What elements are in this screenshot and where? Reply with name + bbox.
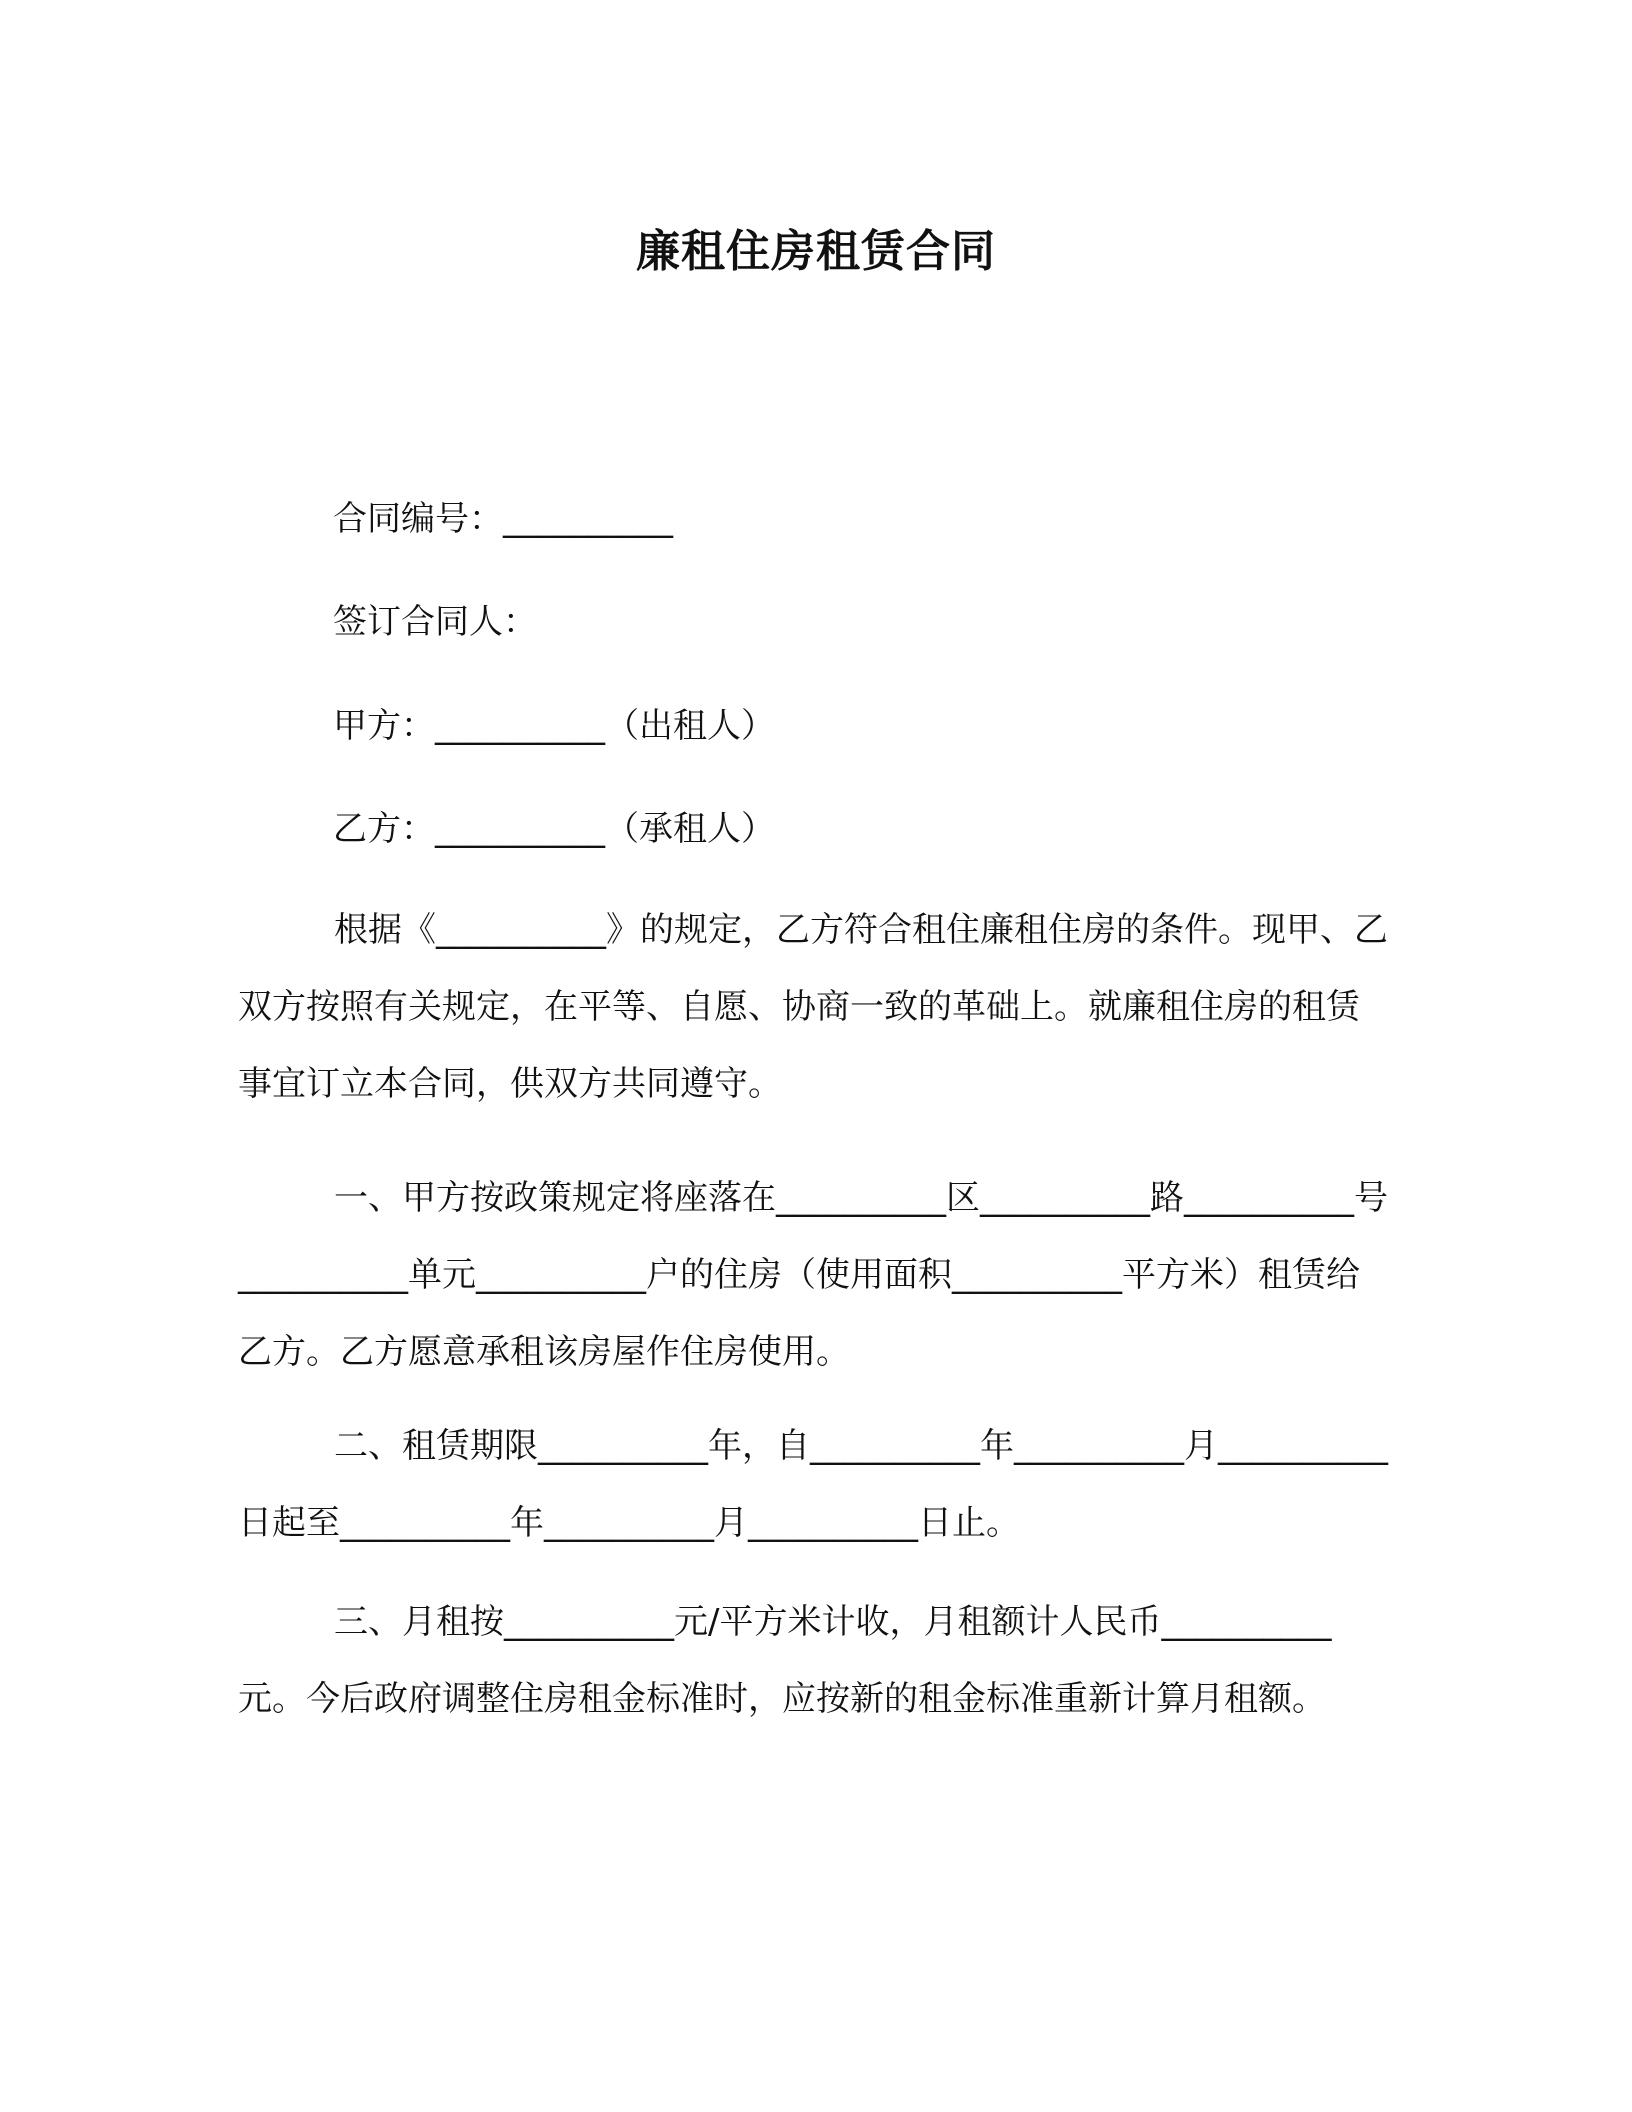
document-title: 廉租住房租赁合同	[636, 226, 996, 277]
clause-3-paragraph: 三、月租按__________元/平方米计收，月租额计人民币__________元。今后政府调整住房租金标准时，应按新的租金标准重新计算月租额。	[238, 1602, 1332, 1719]
party-a-line: 甲方：__________（出租人）	[333, 706, 775, 746]
party-b-line: 乙方：__________（承租人）	[333, 809, 775, 849]
preamble-paragraph: 根据《__________》的规定，乙方符合租住廉租住房的条件。现甲、乙双方按照有关规定，在平等、自愿、协商一致的革础上。就廉租住房的租赁事宜订立本合同，供双方共同遵守。	[238, 910, 1388, 1104]
clause-1-paragraph: 一、甲方按政策规定将座落在__________区__________路__________号__________单元__________户的住房（使用面积__________平方米）租赁给乙方。乙方愿意承租该房屋作住房使用。	[238, 1178, 1388, 1372]
contract-number-line: 合同编号：__________	[333, 499, 673, 539]
signatories-label: 签订合同人：	[333, 602, 537, 642]
clause-2-paragraph: 二、租赁期限__________年，自__________年__________月__________日起至__________年__________月__________日止。	[238, 1426, 1388, 1543]
